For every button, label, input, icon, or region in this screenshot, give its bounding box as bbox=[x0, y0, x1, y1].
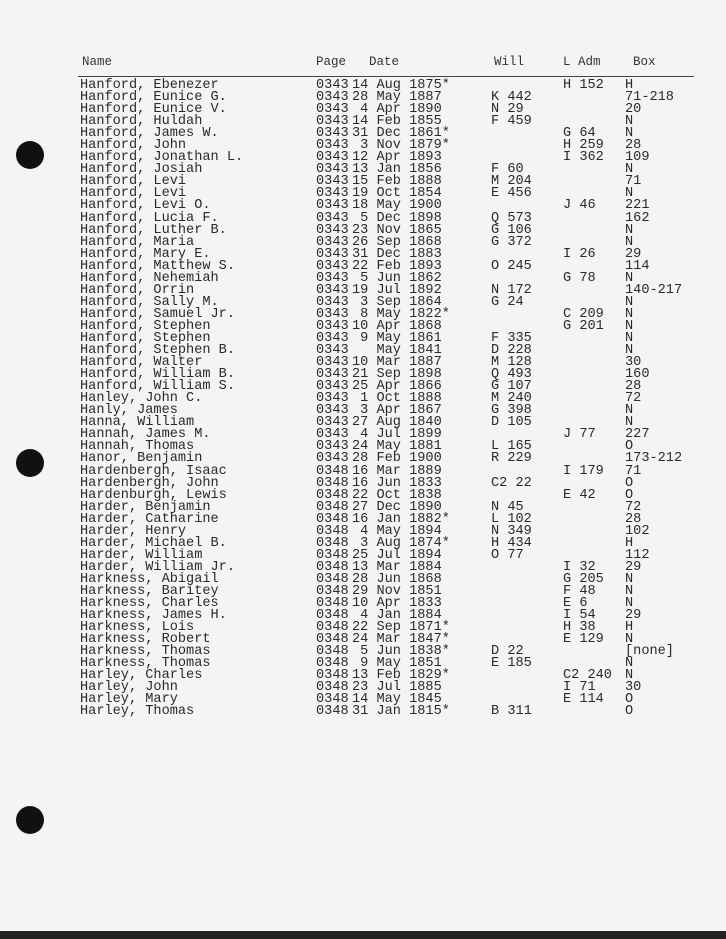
cell-box: 29 bbox=[625, 246, 642, 262]
cell-box: N bbox=[625, 126, 634, 142]
cell-date: 4 May 1894 bbox=[352, 523, 442, 539]
cell-date: 3 Sep 1864 bbox=[352, 294, 442, 310]
cell-page: 0343 bbox=[316, 451, 349, 467]
cell-page: 0343 bbox=[316, 138, 349, 154]
cell-name: Hanford, Maria bbox=[80, 234, 195, 250]
cell-will: D 22 bbox=[491, 644, 524, 660]
cell-date: 12 Apr 1893 bbox=[352, 150, 442, 166]
cell-page: 0343 bbox=[316, 114, 349, 130]
cell-date: 25 Jul 1894 bbox=[352, 547, 442, 563]
cell-date: 13 Jan 1856 bbox=[352, 162, 442, 178]
cell-name: Harkness, Thomas bbox=[80, 644, 211, 660]
cell-box: N bbox=[625, 330, 634, 346]
cell-name: Hannah, James M. bbox=[80, 427, 211, 443]
cell-will: G 24 bbox=[491, 294, 524, 310]
cell-date: 9 May 1851 bbox=[352, 656, 442, 672]
cell-date: 18 May 1900 bbox=[352, 198, 442, 214]
cell-ladm: I 26 bbox=[563, 246, 596, 262]
cell-ladm: I 71 bbox=[563, 680, 596, 696]
cell-date: 23 Jul 1885 bbox=[352, 680, 442, 696]
cell-date: 27 Aug 1840 bbox=[352, 415, 442, 431]
cell-box: N bbox=[625, 186, 634, 202]
cell-box: O bbox=[625, 439, 634, 455]
cell-ladm: E 6 bbox=[563, 596, 588, 612]
cell-date: 1 Oct 1888 bbox=[352, 391, 442, 407]
cell-page: 0343 bbox=[316, 330, 349, 346]
cell-will: L 102 bbox=[491, 511, 532, 527]
cell-ladm: G 205 bbox=[563, 571, 604, 587]
cell-will: N 45 bbox=[491, 499, 524, 515]
cell-name: Harley, Thomas bbox=[80, 704, 195, 720]
cell-page: 0343 bbox=[316, 78, 349, 93]
header-date: Date bbox=[369, 55, 400, 69]
cell-date: 31 Dec 1861* bbox=[352, 126, 450, 142]
cell-page: 0343 bbox=[316, 126, 349, 142]
cell-name: Harkness, James H. bbox=[80, 608, 227, 624]
cell-date: 10 Apr 1833 bbox=[352, 596, 442, 612]
cell-name: Hanford, Jonathan L. bbox=[80, 150, 244, 166]
cell-name: Harder, William bbox=[80, 547, 203, 563]
cell-box: H bbox=[625, 535, 634, 551]
cell-date: 14 Feb 1855 bbox=[352, 114, 442, 130]
cell-will: G 372 bbox=[491, 234, 532, 250]
cell-box: 30 bbox=[625, 680, 642, 696]
cell-page: 0343 bbox=[316, 174, 349, 190]
cell-box: N bbox=[625, 583, 634, 599]
cell-page: 0343 bbox=[316, 198, 349, 214]
cell-date: 31 Jan 1815* bbox=[352, 704, 450, 720]
cell-date: 22 Feb 1893 bbox=[352, 258, 442, 274]
cell-date: 10 Mar 1887 bbox=[352, 355, 442, 371]
cell-box: 112 bbox=[625, 547, 650, 563]
cell-box: N bbox=[625, 222, 634, 238]
cell-page: 0348 bbox=[316, 559, 349, 575]
cell-name: Harley, Mary bbox=[80, 692, 178, 708]
cell-name: Hanford, Walter bbox=[80, 355, 203, 371]
cell-page: 0348 bbox=[316, 692, 349, 708]
punch-hole bbox=[16, 806, 44, 834]
header-name: Name bbox=[82, 55, 113, 69]
cell-date: 16 Jun 1833 bbox=[352, 475, 442, 491]
cell-page: 0348 bbox=[316, 463, 349, 479]
cell-page: 0343 bbox=[316, 258, 349, 274]
cell-date: 28 May 1887 bbox=[352, 90, 442, 106]
cell-box: N bbox=[625, 571, 634, 587]
cell-date: 24 May 1881 bbox=[352, 439, 442, 455]
cell-page: 0343 bbox=[316, 282, 349, 298]
cell-page: 0343 bbox=[316, 222, 349, 238]
cell-date: 27 Dec 1890 bbox=[352, 499, 442, 515]
cell-date: 5 Jun 1862 bbox=[352, 270, 442, 286]
cell-name: Hanford, James W. bbox=[80, 126, 219, 142]
cell-box: 221 bbox=[625, 198, 650, 214]
cell-box: N bbox=[625, 162, 634, 178]
cell-name: Harder, Michael B. bbox=[80, 535, 227, 551]
table-row bbox=[0, 706, 726, 718]
cell-page: 0348 bbox=[316, 571, 349, 587]
cell-box: 71 bbox=[625, 463, 642, 479]
cell-page: 0348 bbox=[316, 535, 349, 551]
cell-box: 28 bbox=[625, 511, 642, 527]
cell-date: 19 Oct 1854 bbox=[352, 186, 442, 202]
cell-name: Harkness, Robert bbox=[80, 632, 211, 648]
cell-name: Hanford, Matthew S. bbox=[80, 258, 235, 274]
cell-name: Hanford, Josiah bbox=[80, 162, 203, 178]
cell-page: 0348 bbox=[316, 656, 349, 672]
cell-page: 0348 bbox=[316, 583, 349, 599]
cell-date: 4 Jan 1884 bbox=[352, 608, 442, 624]
cell-will: N 29 bbox=[491, 102, 524, 118]
cell-box: N bbox=[625, 294, 634, 310]
cell-box: 114 bbox=[625, 258, 650, 274]
cell-name: Hardenbergh, Isaac bbox=[80, 463, 227, 479]
cell-name: Harder, Henry bbox=[80, 523, 187, 539]
cell-date: 16 Jan 1882* bbox=[352, 511, 450, 527]
cell-ladm: C2 240 bbox=[563, 668, 612, 684]
cell-will: B 311 bbox=[491, 704, 532, 720]
cell-page: 0343 bbox=[316, 318, 349, 334]
cell-page: 0343 bbox=[316, 391, 349, 407]
cell-name: Harkness, Baritey bbox=[80, 583, 219, 599]
cell-name: Hanford, Levi bbox=[80, 174, 187, 190]
cell-ladm: I 362 bbox=[563, 150, 604, 166]
cell-date: 19 Jul 1892 bbox=[352, 282, 442, 298]
cell-name: Hardenbergh, John bbox=[80, 475, 219, 491]
cell-box: N bbox=[625, 656, 634, 672]
cell-will: D 105 bbox=[491, 415, 532, 431]
cell-page: 0348 bbox=[316, 596, 349, 612]
cell-date: May 1841 bbox=[352, 343, 442, 359]
cell-page: 0343 bbox=[316, 306, 349, 322]
cell-ladm: G 201 bbox=[563, 318, 604, 334]
cell-ladm: H 38 bbox=[563, 620, 596, 636]
cell-box: N bbox=[625, 318, 634, 334]
cell-box: N bbox=[625, 668, 634, 684]
cell-page: 0348 bbox=[316, 668, 349, 684]
cell-name: Hanor, Benjamin bbox=[80, 451, 203, 467]
cell-page: 0343 bbox=[316, 415, 349, 431]
cell-date: 16 Mar 1889 bbox=[352, 463, 442, 479]
cell-will: G 107 bbox=[491, 379, 532, 395]
cell-date: 24 Mar 1847* bbox=[352, 632, 450, 648]
cell-name: Hanford, Samuel Jr. bbox=[80, 306, 235, 322]
cell-page: 0348 bbox=[316, 704, 349, 720]
cell-box: N bbox=[625, 270, 634, 286]
cell-box: 109 bbox=[625, 150, 650, 166]
cell-will: F 60 bbox=[491, 162, 524, 178]
cell-will: G 106 bbox=[491, 222, 532, 238]
cell-box: N bbox=[625, 415, 634, 431]
cell-page: 0348 bbox=[316, 608, 349, 624]
cell-will: N 349 bbox=[491, 523, 532, 539]
cell-name: Hanna, William bbox=[80, 415, 195, 431]
cell-page: 0343 bbox=[316, 367, 349, 383]
cell-page: 0343 bbox=[316, 270, 349, 286]
cell-box: 72 bbox=[625, 391, 642, 407]
cell-page: 0343 bbox=[316, 210, 349, 226]
cell-name: Hanford, Nehemiah bbox=[80, 270, 219, 286]
cell-ladm: G 64 bbox=[563, 126, 596, 142]
cell-name: Hanford, Luther B. bbox=[80, 222, 227, 238]
cell-will: N 172 bbox=[491, 282, 532, 298]
cell-ladm: F 48 bbox=[563, 583, 596, 599]
cell-will: F 459 bbox=[491, 114, 532, 130]
header-will: Will bbox=[494, 55, 525, 69]
cell-will: Q 493 bbox=[491, 367, 532, 383]
cell-ladm: G 78 bbox=[563, 270, 596, 286]
cell-page: 0348 bbox=[316, 632, 349, 648]
cell-ladm: J 77 bbox=[563, 427, 596, 443]
cell-date: 21 Sep 1898 bbox=[352, 367, 442, 383]
cell-will: Q 573 bbox=[491, 210, 532, 226]
cell-box: H bbox=[625, 620, 634, 636]
cell-date: 13 Mar 1884 bbox=[352, 559, 442, 575]
cell-ladm: E 129 bbox=[563, 632, 604, 648]
cell-box: 28 bbox=[625, 138, 642, 154]
cell-date: 8 May 1822* bbox=[352, 306, 450, 322]
cell-date: 26 Sep 1868 bbox=[352, 234, 442, 250]
cell-box: N bbox=[625, 596, 634, 612]
cell-date: 4 Apr 1890 bbox=[352, 102, 442, 118]
cell-ladm: H 259 bbox=[563, 138, 604, 154]
cell-ladm: E 42 bbox=[563, 487, 596, 503]
cell-date: 23 Nov 1865 bbox=[352, 222, 442, 238]
cell-date: 28 Jun 1868 bbox=[352, 571, 442, 587]
cell-box: 28 bbox=[625, 379, 642, 395]
cell-page: 0343 bbox=[316, 90, 349, 106]
cell-box: 160 bbox=[625, 367, 650, 383]
cell-page: 0343 bbox=[316, 439, 349, 455]
cell-name: Hanford, William B. bbox=[80, 367, 235, 383]
cell-page: 0348 bbox=[316, 680, 349, 696]
cell-ladm: C 209 bbox=[563, 306, 604, 322]
cell-box: N bbox=[625, 343, 634, 359]
cell-date: 9 May 1861 bbox=[352, 330, 442, 346]
cell-name: Harder, Benjamin bbox=[80, 499, 211, 515]
cell-will: C2 22 bbox=[491, 475, 532, 491]
cell-page: 0348 bbox=[316, 523, 349, 539]
cell-date: 15 Feb 1888 bbox=[352, 174, 442, 190]
cell-page: 0343 bbox=[316, 102, 349, 118]
cell-date: 22 Sep 1871* bbox=[352, 620, 450, 636]
cell-box: O bbox=[625, 704, 634, 720]
cell-name: Hanford, Eunice G. bbox=[80, 90, 227, 106]
cell-box: [none] bbox=[625, 644, 674, 660]
cell-page: 0343 bbox=[316, 294, 349, 310]
cell-page: 0348 bbox=[316, 511, 349, 527]
cell-will: O 77 bbox=[491, 547, 524, 563]
cell-name: Hanford, John bbox=[80, 138, 187, 154]
cell-box: 29 bbox=[625, 559, 642, 575]
cell-date: 5 Dec 1898 bbox=[352, 210, 442, 226]
cell-will: G 398 bbox=[491, 403, 532, 419]
cell-ladm: I 179 bbox=[563, 463, 604, 479]
cell-name: Hanford, Mary E. bbox=[80, 246, 211, 262]
cell-box: 162 bbox=[625, 210, 650, 226]
cell-date: 22 Oct 1838 bbox=[352, 487, 442, 503]
cell-will: F 335 bbox=[491, 330, 532, 346]
cell-page: 0343 bbox=[316, 150, 349, 166]
cell-date: 29 Nov 1851 bbox=[352, 583, 442, 599]
header-divider bbox=[78, 76, 694, 77]
cell-page: 0343 bbox=[316, 186, 349, 202]
cell-box: 140-217 bbox=[625, 282, 683, 298]
cell-page: 0343 bbox=[316, 162, 349, 178]
cell-date: 3 Nov 1879* bbox=[352, 138, 450, 154]
cell-box: N bbox=[625, 306, 634, 322]
cell-box: N bbox=[625, 114, 634, 130]
cell-name: Harkness, Charles bbox=[80, 596, 219, 612]
cell-date: 5 Jun 1838* bbox=[352, 644, 450, 660]
cell-ladm: I 54 bbox=[563, 608, 596, 624]
cell-name: Hanford, Stephen bbox=[80, 318, 211, 334]
header-box: Box bbox=[633, 55, 656, 69]
cell-page: 0343 bbox=[316, 403, 349, 419]
scan-edge bbox=[0, 931, 726, 939]
cell-page: 0343 bbox=[316, 343, 349, 359]
cell-date: 3 Apr 1867 bbox=[352, 403, 442, 419]
cell-box: O bbox=[625, 487, 634, 503]
cell-box: O bbox=[625, 692, 634, 708]
cell-box: 71-218 bbox=[625, 90, 674, 106]
cell-box: N bbox=[625, 403, 634, 419]
cell-name: Hanford, Levi bbox=[80, 186, 187, 202]
cell-page: 0348 bbox=[316, 487, 349, 503]
cell-box: H bbox=[625, 78, 634, 93]
cell-page: 0343 bbox=[316, 379, 349, 395]
cell-ladm: E 114 bbox=[563, 692, 604, 708]
cell-date: 14 Aug 1875* bbox=[352, 78, 450, 93]
cell-box: 20 bbox=[625, 102, 642, 118]
cell-date: 13 Feb 1829* bbox=[352, 668, 450, 684]
cell-page: 0343 bbox=[316, 355, 349, 371]
cell-name: Harder, Catharine bbox=[80, 511, 219, 527]
cell-ladm: H 152 bbox=[563, 78, 604, 93]
cell-box: 227 bbox=[625, 427, 650, 443]
cell-page: 0343 bbox=[316, 234, 349, 250]
cell-name: Hanford, Levi O. bbox=[80, 198, 211, 214]
cell-will: E 456 bbox=[491, 186, 532, 202]
cell-date: 25 Apr 1866 bbox=[352, 379, 442, 395]
cell-box: 29 bbox=[625, 608, 642, 624]
cell-name: Harder, William Jr. bbox=[80, 559, 235, 575]
cell-box: 71 bbox=[625, 174, 642, 190]
cell-will: M 128 bbox=[491, 355, 532, 371]
cell-box: 173-212 bbox=[625, 451, 683, 467]
cell-name: Hanford, Orrin bbox=[80, 282, 195, 298]
cell-will: M 204 bbox=[491, 174, 532, 190]
cell-page: 0348 bbox=[316, 547, 349, 563]
cell-will: M 240 bbox=[491, 391, 532, 407]
cell-name: Hannah, Thomas bbox=[80, 439, 195, 455]
cell-name: Hanley, John C. bbox=[80, 391, 203, 407]
cell-date: 28 Feb 1900 bbox=[352, 451, 442, 467]
cell-box: 72 bbox=[625, 499, 642, 515]
cell-will: H 434 bbox=[491, 535, 532, 551]
cell-box: 30 bbox=[625, 355, 642, 371]
cell-page: 0348 bbox=[316, 499, 349, 515]
cell-name: Hanford, Stephen bbox=[80, 330, 211, 346]
cell-name: Harley, John bbox=[80, 680, 178, 696]
cell-date: 4 Jul 1899 bbox=[352, 427, 442, 443]
cell-page: 0348 bbox=[316, 620, 349, 636]
header-page: Page bbox=[316, 55, 347, 69]
cell-page: 0348 bbox=[316, 475, 349, 491]
cell-name: Hardenburgh, Lewis bbox=[80, 487, 227, 503]
cell-box: N bbox=[625, 234, 634, 250]
cell-name: Hanford, Lucia F. bbox=[80, 210, 219, 226]
cell-name: Hanford, Eunice V. bbox=[80, 102, 227, 118]
cell-box: N bbox=[625, 632, 634, 648]
cell-date: 14 May 1845 bbox=[352, 692, 442, 708]
cell-name: Harkness, Lois bbox=[80, 620, 195, 636]
cell-name: Hanly, James bbox=[80, 403, 178, 419]
cell-date: 3 Aug 1874* bbox=[352, 535, 450, 551]
cell-ladm: I 32 bbox=[563, 559, 596, 575]
cell-page: 0348 bbox=[316, 644, 349, 660]
cell-date: 31 Dec 1883 bbox=[352, 246, 442, 262]
header-ladm: L Adm bbox=[563, 55, 601, 69]
cell-name: Harkness, Thomas bbox=[80, 656, 211, 672]
cell-box: O bbox=[625, 475, 634, 491]
index-table bbox=[0, 80, 726, 718]
cell-will: L 165 bbox=[491, 439, 532, 455]
cell-will: E 185 bbox=[491, 656, 532, 672]
cell-name: Hanford, William S. bbox=[80, 379, 235, 395]
cell-will: K 442 bbox=[491, 90, 532, 106]
cell-date: 10 Apr 1868 bbox=[352, 318, 442, 334]
cell-will: O 245 bbox=[491, 258, 532, 274]
cell-name: Hanford, Stephen B. bbox=[80, 343, 235, 359]
cell-name: Hanford, Ebenezer bbox=[80, 78, 219, 93]
cell-box: 102 bbox=[625, 523, 650, 539]
cell-will: D 228 bbox=[491, 343, 532, 359]
cell-name: Harkness, Abigail bbox=[80, 571, 219, 587]
cell-will: R 229 bbox=[491, 451, 532, 467]
cell-ladm: J 46 bbox=[563, 198, 596, 214]
cell-name: Hanford, Huldah bbox=[80, 114, 203, 130]
cell-page: 0343 bbox=[316, 427, 349, 443]
cell-page: 0343 bbox=[316, 246, 349, 262]
cell-name: Harley, Charles bbox=[80, 668, 203, 684]
cell-name: Hanford, Sally M. bbox=[80, 294, 219, 310]
